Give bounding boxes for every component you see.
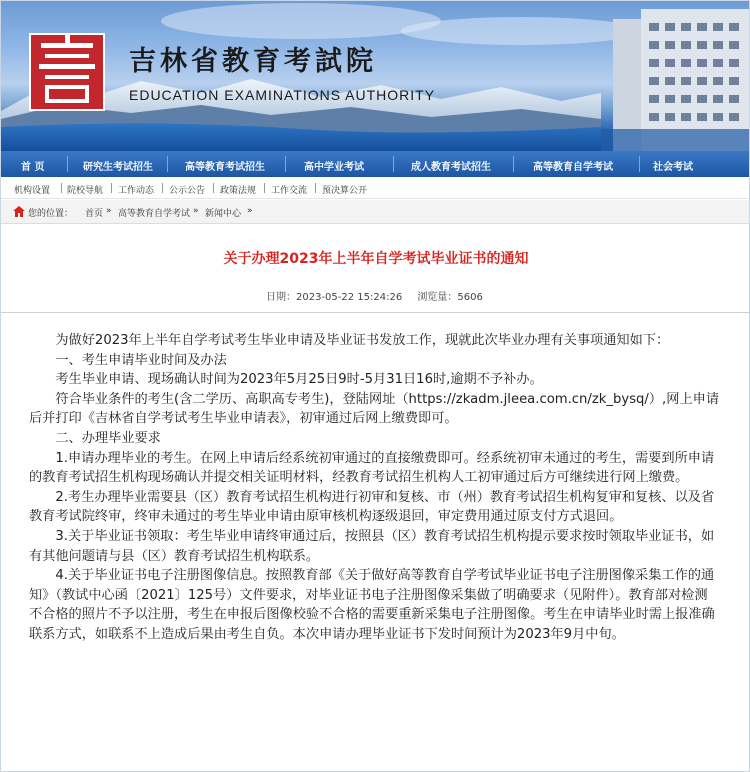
nav-item-home[interactable]: 首 页 [21,162,45,173]
site-name-cn: 吉林省教育考試院 [129,46,377,77]
nav-separator [639,156,640,172]
subnav-divider [162,183,163,193]
article-paragraph: 一、考生申请毕业时间及办法 [29,352,227,368]
article-views: 浏览量：5606 [417,292,483,303]
subnav-item-work-news[interactable]: 工作动态 [118,186,155,196]
subnav-item-policies[interactable]: 政策法规 [220,186,257,196]
subnav-divider [213,183,214,193]
breadcrumb-separator: » [106,206,112,216]
article-date: 日期：2023-05-22 15:24:26 [266,292,403,303]
sub-nav [1,177,750,199]
article-paragraph: 为做好2023年上半年自学考试考生毕业申请及毕业证书发放工作，现就此次毕业办理有关事项通知如下： [29,333,670,348]
nav-separator [167,156,168,172]
article-paragraph: 考生毕业申请、现场确认时间为2023年5月25日9时-5月31日16时,逾期不予补办。 [29,372,543,388]
breadcrumb-label: 您的位置： [28,209,74,219]
article-meta [266,288,495,303]
header-banner [1,1,750,151]
subnav-item-school-nav[interactable]: 院校导航 [67,186,104,196]
breadcrumb-item-home[interactable]: 首页 [85,209,104,219]
home-icon [13,206,25,217]
article-paragraph: 符合毕业条件的考生(含二学历、高职高专考生)，登陆网址（https://zkadm.jleea.com.cn/zk_bysq/）,网上申请后并打印《吉林省自学考试考生毕业申请表》，初审通过后网上缴费即可。 [29,391,720,427]
nav-separator [393,156,394,172]
subnav-divider [264,183,265,193]
nav-separator [285,156,286,172]
article-paragraph: 4.关于毕业证书电子注册图像信息。按照教育部《关于做好高等教育自学考试毕业证书电子注册图像采集工作的通知》（教试中心函〔2021〕125号）文件要求，对毕业证书电子注册图像采集做了明确要求（见附件）。教育部对检测不合格的照片不予以注册，考生在申报后图像校验不合格的需要重新采集电子注册图像。考生在申请毕业时需上报准确联系方式，如联系不上造成后果由考生自负。本次申请办理毕业证书下发时间预计为2023年9月中旬。 [29,568,715,642]
subnav-divider [61,183,62,193]
subnav-item-announcements[interactable]: 公示公告 [169,186,206,196]
breadcrumb-item-section[interactable]: 高等教育自学考试 [118,209,191,219]
nav-item-higher-ed-exam[interactable]: 高等教育考试招生 [185,162,265,173]
subnav-item-organization[interactable]: 机构设置 [14,186,51,196]
site-logo-icon[interactable] [29,33,105,111]
article-paragraph: 1.申请办理毕业的考生。在网上申请后经系统初审通过的直接缴费即可。经系统初审未通过的考生，需要到所申请的教育考试招生机构现场确认并提交相关证明材料，经教育考试招生机构人工初审通过后方可继续进行网上缴费。 [29,450,715,486]
nav-item-self-study-exam[interactable]: 高等教育自学考试 [533,162,613,173]
subnav-divider [315,183,316,193]
article-body [29,331,719,645]
subnav-divider [111,183,112,193]
nav-item-graduate-exam[interactable]: 研究生考试招生 [83,162,153,173]
divider [1,312,750,313]
nav-separator [513,156,514,172]
article-paragraph: 3.关于毕业证书领取：考生毕业申请终审通过后，按照县（区）教育考试招生机构提示要求按时领取毕业证书，如有其他问题请与县（区）教育考试招生机构联系。 [29,528,715,564]
article-paragraph: 二、办理毕业要求 [29,430,161,446]
nav-item-social-exam[interactable]: 社会考试 [653,162,693,173]
nav-item-adult-ed-exam[interactable]: 成人教育考试招生 [411,162,491,173]
breadcrumb-item-news[interactable]: 新闻中心 [205,209,242,219]
site-name-en: EDUCATION EXAMINATIONS AUTHORITY [129,87,436,103]
subnav-item-budget-disclosure[interactable]: 预决算公开 [322,186,368,196]
article-title: 关于办理2023年上半年自学考试毕业证书的通知 [223,251,529,267]
nav-item-high-school-exam[interactable]: 高中学业考试 [304,162,364,173]
subnav-item-work-exchange[interactable]: 工作交流 [271,186,308,196]
breadcrumb-separator: » [193,206,199,216]
breadcrumb [1,200,750,224]
article-paragraph: 2.考生办理毕业需要县（区）教育考试招生机构进行初审和复核、市（州）教育考试招生机构复审和复核、以及省教育考试院终审，终审未通过的考生毕业申请由原审核机构逐级退回，审定费用通过原支付方式退回。 [29,489,715,525]
nav-separator [67,156,68,172]
main-nav [1,151,750,177]
breadcrumb-separator: » [247,206,253,216]
